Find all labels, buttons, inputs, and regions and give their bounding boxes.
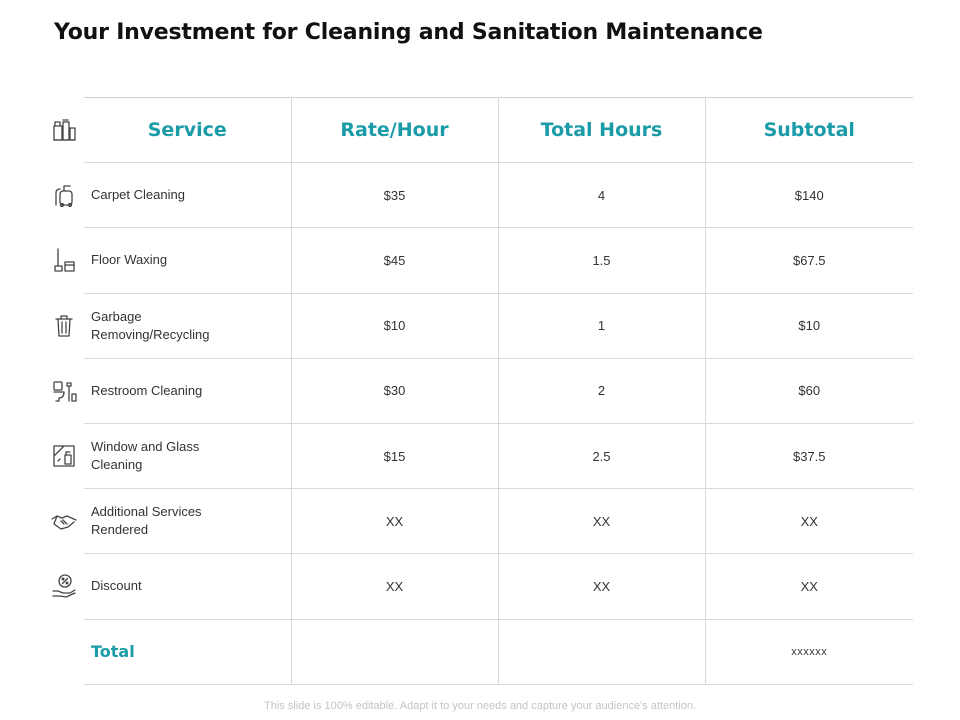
total-value: xxxxxx bbox=[705, 619, 913, 684]
table-row bbox=[84, 423, 913, 488]
total-label: Total bbox=[84, 619, 291, 684]
service-cell: Additional Services Rendered bbox=[84, 489, 291, 554]
cleaning-supplies-icon bbox=[44, 97, 84, 162]
rate-cell: $15 bbox=[291, 423, 498, 488]
empty-cell bbox=[498, 619, 705, 684]
subtotal-cell: XX bbox=[705, 489, 913, 554]
subtotal-cell: $37.5 bbox=[705, 423, 913, 488]
rate-cell: $45 bbox=[291, 228, 498, 293]
window-spray-icon bbox=[44, 423, 84, 488]
rate-cell: $10 bbox=[291, 293, 498, 358]
icon-column bbox=[44, 97, 84, 619]
rate-cell: $35 bbox=[291, 163, 498, 228]
table-row bbox=[84, 489, 913, 554]
total-row bbox=[84, 619, 913, 684]
rate-cell: $30 bbox=[291, 358, 498, 423]
discount-hand-icon bbox=[44, 553, 84, 618]
service-cell: Discount bbox=[84, 554, 291, 619]
hours-cell: 4 bbox=[498, 163, 705, 228]
subtotal-cell: XX bbox=[705, 554, 913, 619]
service-cell: Garbage Removing/Recycling bbox=[84, 293, 291, 358]
subtotal-cell: $10 bbox=[705, 293, 913, 358]
handshake-icon bbox=[44, 488, 84, 553]
footer-note: This slide is 100% editable. Adapt it to your needs and capture your audience's attention. bbox=[264, 700, 696, 712]
column-header-rate: Rate/Hour bbox=[291, 98, 498, 163]
hours-cell: 2 bbox=[498, 358, 705, 423]
table-row bbox=[84, 163, 913, 228]
toilet-cleaning-icon bbox=[44, 358, 84, 423]
hours-cell: 1.5 bbox=[498, 228, 705, 293]
column-header-hours: Total Hours bbox=[498, 98, 705, 163]
mop-icon bbox=[44, 227, 84, 292]
subtotal-cell: $67.5 bbox=[705, 228, 913, 293]
rate-cell: XX bbox=[291, 489, 498, 554]
subtotal-cell: $60 bbox=[705, 358, 913, 423]
service-cell: Carpet Cleaning bbox=[84, 163, 291, 228]
table-row bbox=[84, 293, 913, 358]
service-cell: Window and Glass Cleaning bbox=[84, 423, 291, 488]
hours-cell: XX bbox=[498, 554, 705, 619]
subtotal-cell: $140 bbox=[705, 163, 913, 228]
empty-cell bbox=[291, 619, 498, 684]
hours-cell: XX bbox=[498, 489, 705, 554]
trash-bin-icon bbox=[44, 293, 84, 358]
service-cell: Floor Waxing bbox=[84, 228, 291, 293]
column-header-service: Service bbox=[84, 98, 291, 163]
table-row bbox=[84, 554, 913, 619]
service-cell: Restroom Cleaning bbox=[84, 358, 291, 423]
table-row bbox=[84, 228, 913, 293]
investment-table bbox=[84, 97, 913, 685]
table-row bbox=[84, 358, 913, 423]
rate-cell: XX bbox=[291, 554, 498, 619]
page-title: Your Investment for Cleaning and Sanitation Maintenance bbox=[54, 20, 763, 45]
hours-cell: 2.5 bbox=[498, 423, 705, 488]
table-header-row bbox=[84, 98, 913, 163]
hours-cell: 1 bbox=[498, 293, 705, 358]
column-header-subtotal: Subtotal bbox=[705, 98, 913, 163]
vacuum-icon bbox=[44, 162, 84, 227]
